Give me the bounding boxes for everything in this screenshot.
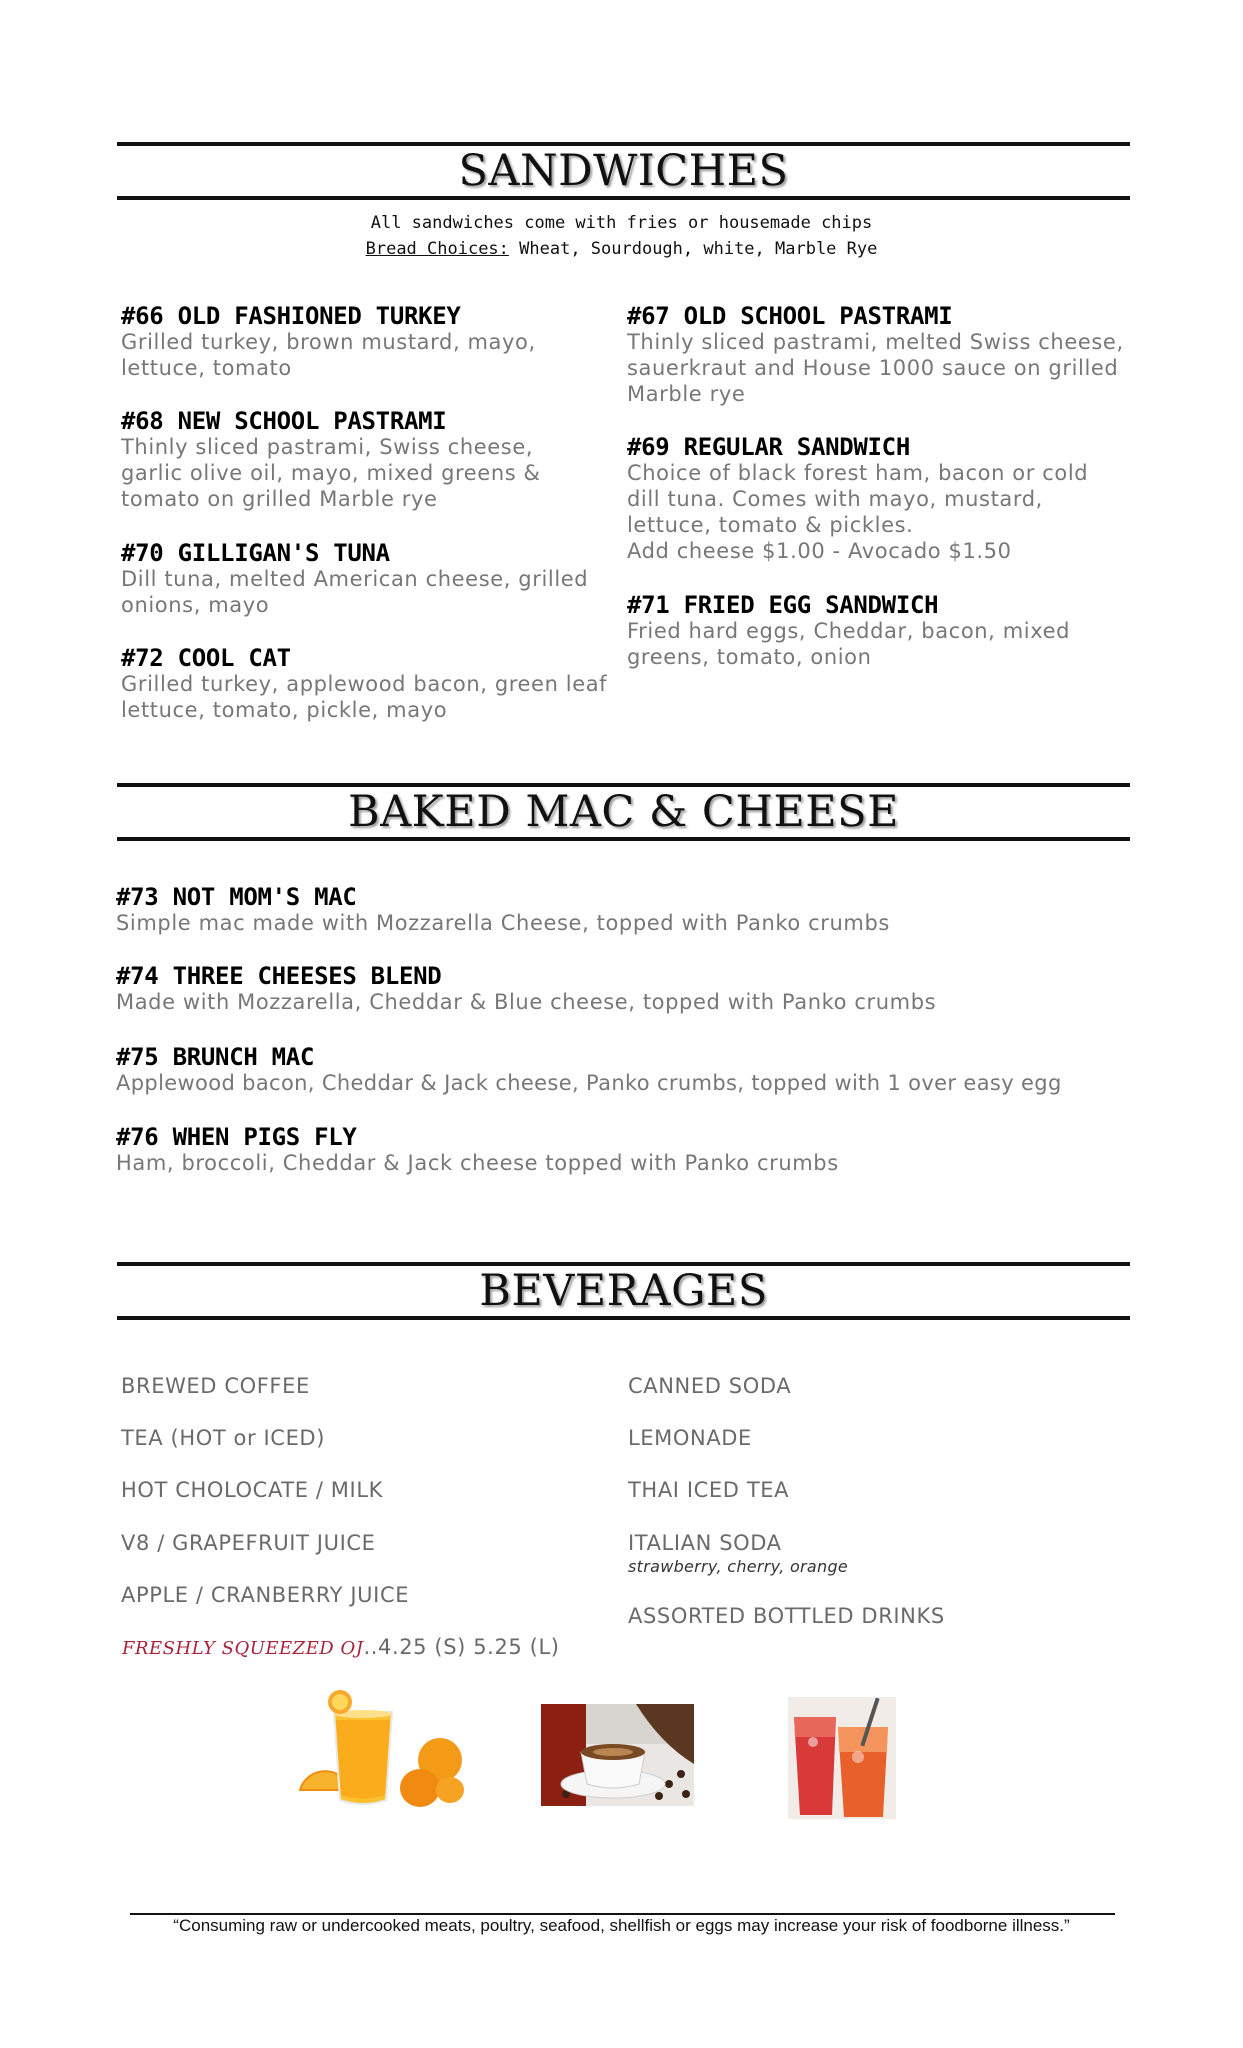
oj-price: ..4.25 (S) 5.25 (L)	[363, 1635, 560, 1659]
beverage-item: ITALIAN SODA	[628, 1531, 782, 1555]
item-title: #67 OLD SCHOOL PASTRAMI	[627, 302, 953, 330]
item-desc: Dill tuna, melted American cheese, grilled onions, mayo	[121, 567, 589, 617]
rule-bottom	[117, 1316, 1130, 1320]
footer-disclaimer: “Consuming raw or undercooked meats, poultry, seafood, shellfish or eggs may increase your risk of foodborne illness.”	[173, 1916, 1070, 1935]
item-desc: Thinly sliced pastrami, melted Swiss cheese, sauerkraut and House 1000 sauce on grilled Marble rye	[627, 330, 1124, 406]
item-title: #72 COOL CAT	[121, 644, 291, 672]
mac-title: BAKED MAC & CHEESE	[348, 787, 899, 837]
beverage-item: BREWED COFFEE	[121, 1374, 310, 1398]
menu-item	[121, 408, 601, 512]
item-desc: Fried hard eggs, Cheddar, bacon, mixed greens, tomato, onion	[627, 619, 1071, 669]
beverages-header	[117, 1262, 1130, 1320]
mac-header	[117, 783, 1130, 841]
coffee-cup-photo	[541, 1704, 694, 1806]
beverage-item: THAI ICED TEA	[628, 1478, 790, 1502]
item-desc: Simple mac made with Mozzarella Cheese, topped with Panko crumbs	[116, 911, 890, 935]
menu-item	[116, 1124, 1136, 1176]
footer-rule	[130, 1913, 1115, 1915]
italian-soda-flavors: strawberry, cherry, orange	[628, 1557, 849, 1576]
orange-juice-photo	[290, 1690, 475, 1810]
beverage-item: LEMONADE	[628, 1426, 752, 1450]
menu-item	[627, 434, 1117, 564]
beverage-item: V8 / GRAPEFRUIT JUICE	[121, 1531, 376, 1555]
item-desc: Made with Mozzarella, Cheddar & Blue cheese, topped with Panko crumbs	[116, 990, 937, 1014]
sandwiches-intro	[0, 210, 1243, 262]
intro-line: All sandwiches come with fries or housemade chips	[370, 213, 873, 233]
beverage-item: APPLE / CRANBERRY JUICE	[121, 1583, 410, 1607]
item-title: #76 WHEN PIGS FLY	[116, 1123, 357, 1151]
item-title: #68 NEW SCHOOL PASTRAMI	[121, 407, 447, 435]
menu-item	[627, 592, 1117, 670]
item-title: #69 REGULAR SANDWICH	[627, 433, 910, 461]
item-title: #71 FRIED EGG SANDWICH	[627, 591, 939, 619]
menu-item	[116, 884, 1136, 936]
beverages-title: BEVERAGES	[479, 1266, 768, 1316]
item-desc: Choice of black forest ham, bacon or cold dill tuna. Comes with mayo, mustard, lettuce, tomato & pickles.	[627, 461, 1089, 537]
item-title: #74 THREE CHEESES BLEND	[116, 962, 442, 990]
item-title: #73 NOT MOM'S MAC	[116, 883, 357, 911]
rule-bottom	[117, 837, 1130, 841]
menu-item	[116, 1044, 1216, 1096]
item-desc: Applewood bacon, Cheddar & Jack cheese, Panko crumbs, topped with 1 over easy egg	[116, 1071, 1062, 1095]
bread-values: Wheat, Sourdough, white, Marble Rye	[508, 239, 878, 259]
menu-item	[121, 303, 621, 381]
bread-choices	[0, 236, 1243, 262]
iced-tea-photo	[788, 1697, 896, 1819]
bread-label: Bread Choices:	[365, 239, 509, 259]
item-desc: Grilled turkey, brown mustard, mayo, lettuce, tomato	[121, 330, 536, 380]
rule-bottom	[117, 196, 1130, 200]
item-title: #75 BRUNCH MAC	[116, 1043, 315, 1071]
menu-item	[121, 540, 621, 618]
sandwiches-header	[117, 142, 1130, 200]
beverage-item: HOT CHOLOCATE / MILK	[121, 1478, 383, 1502]
oj-label: FRESHLY SQUEEZED OJ	[122, 1638, 364, 1659]
sandwiches-title: SANDWICHES	[458, 146, 789, 196]
fresh-oj-line	[122, 1635, 560, 1659]
item-desc: Thinly sliced pastrami, Swiss cheese, garlic olive oil, mayo, mixed greens & tomato on grilled Marble rye	[121, 435, 541, 511]
item-title: #70 GILLIGAN'S TUNA	[121, 539, 390, 567]
item-title: #66 OLD FASHIONED TURKEY	[121, 302, 461, 330]
item-desc: Ham, broccoli, Cheddar & Jack cheese topped with Panko crumbs	[116, 1151, 839, 1175]
item-desc: Grilled turkey, applewood bacon, green leaf lettuce, tomato, pickle, mayo	[121, 672, 608, 722]
menu-item	[627, 303, 1127, 407]
item-extra: Add cheese $1.00 - Avocado $1.50	[627, 539, 1012, 563]
beverage-item: CANNED SODA	[628, 1374, 792, 1398]
beverage-item: ASSORTED BOTTLED DRINKS	[628, 1604, 945, 1628]
menu-item	[121, 645, 626, 723]
beverage-item: TEA (HOT or ICED)	[121, 1426, 325, 1450]
menu-item	[116, 963, 1136, 1015]
